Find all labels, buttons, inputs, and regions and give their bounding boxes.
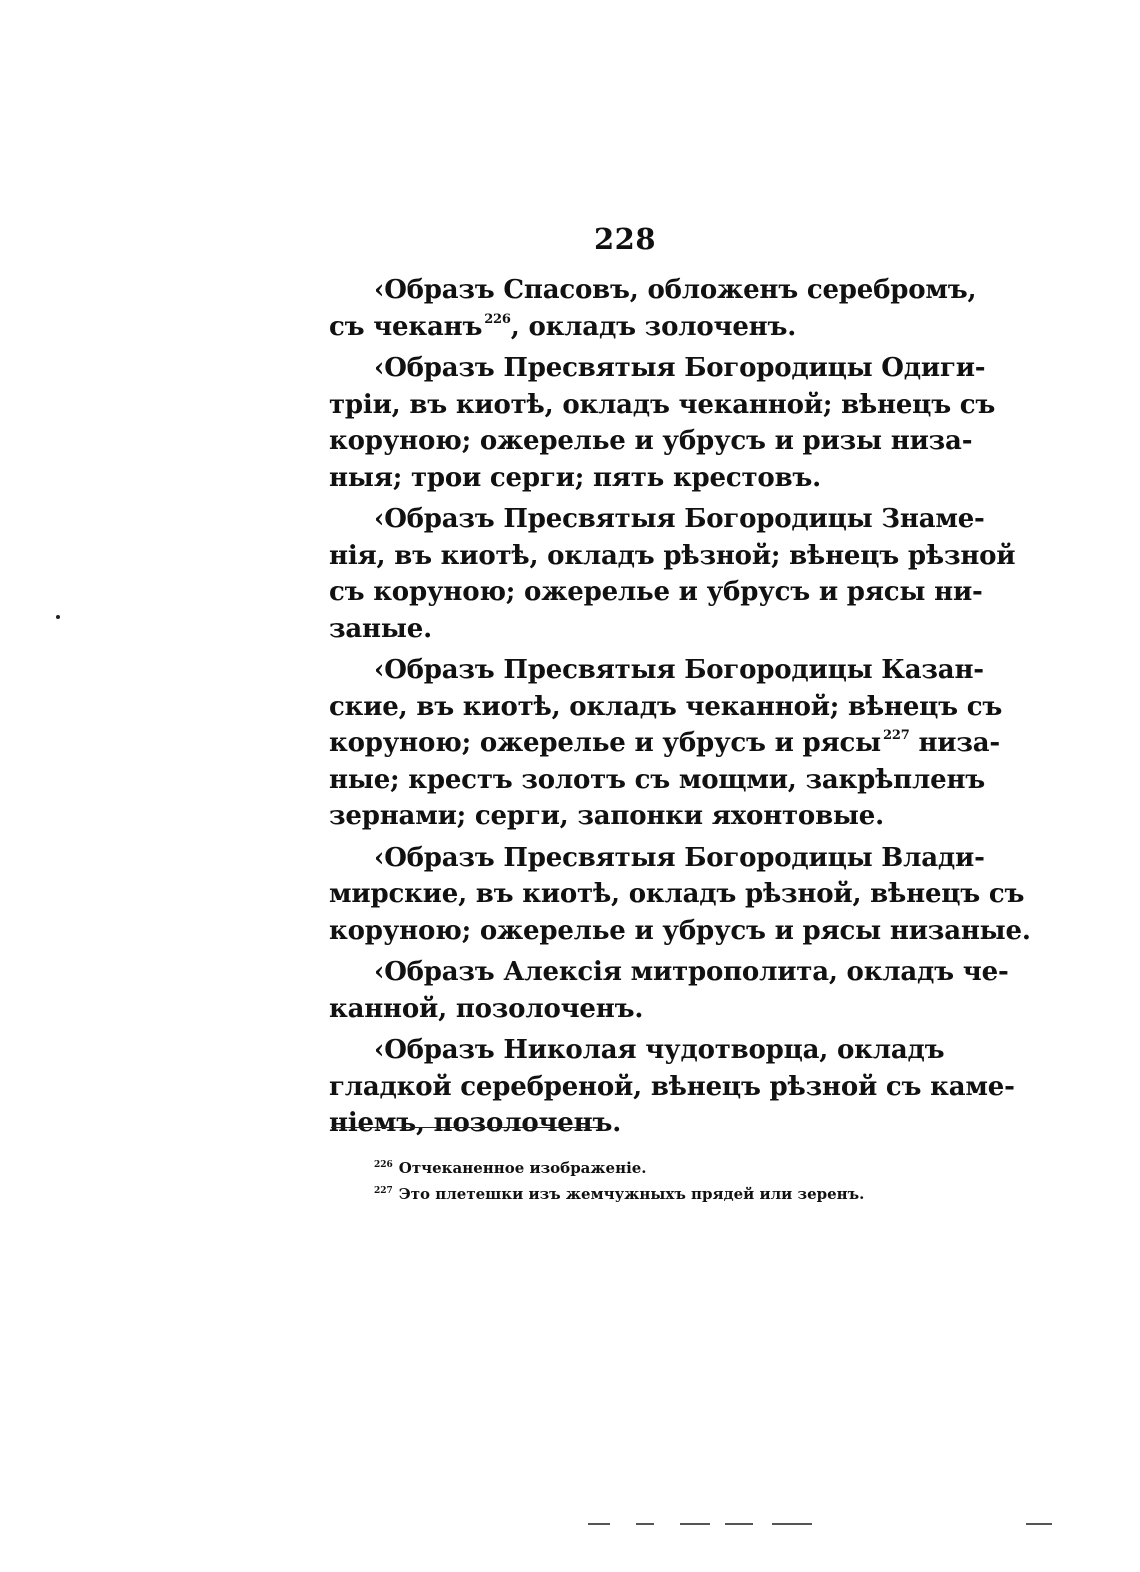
line-text-continued: , окладъ золоченъ. [510,311,797,342]
text-line [329,913,1031,950]
inventory-entry [329,272,977,345]
footnote [374,1155,894,1181]
main-text [329,272,1031,1147]
line-text: съ коруною; ожерелье и убрусъ и рясы ни- [329,577,983,607]
line-text: гладкой серебреной, вѣнецъ рѣзной съ каме- [329,1071,1015,1102]
line-text: нія, въ киотѣ, окладъ рѣзной; вѣнецъ рѣзной [329,540,1016,571]
scan-artifact [725,1523,753,1525]
line-text: ские, въ киотѣ, окладъ чеканной; вѣнецъ съ [329,691,1003,722]
text-line [329,652,984,689]
text-line [329,574,983,611]
text-line [329,350,986,387]
scan-artifact [1026,1523,1052,1525]
inventory-entry [329,652,1003,835]
line-text: ‹Образъ Пресвятыя Богородицы Влади- [374,842,985,873]
line-text: мирские, въ киотѣ, окладъ рѣзной, вѣнецъ съ [329,879,1025,909]
text-line [329,460,921,497]
line-text: съ чеканъ [329,311,483,342]
line-text: коруною; ожерелье и убрусъ и рясы [329,728,882,758]
scan-artifact [636,1523,654,1525]
text-line [329,387,996,424]
line-text: заные. [329,613,432,644]
inventory-entry [329,1032,1015,1142]
footnote-divider [331,1127,601,1128]
text-line [329,1105,921,1142]
footnote-text: Это плетешки изъ жемчужныхъ прядей или зеренъ. [398,1185,865,1203]
line-text: ‹Образъ Пресвятыя Богородицы Одиги- [374,353,986,383]
text-line [329,309,921,346]
line-text: зернами; серги, запонки яхонтовые. [329,801,884,831]
line-text: ‹Образъ Пресвятыя Богородицы Знаме- [374,504,985,534]
text-line [329,611,921,648]
inventory-entry [329,840,1031,950]
inventory-entry [329,350,996,496]
text-line [329,798,921,835]
line-text: ные; крестъ золотъ съ мощми, закрѣпленъ [329,764,986,795]
text-line [329,991,921,1028]
text-line [329,876,1025,913]
line-text: канной, позолоченъ. [329,993,644,1024]
text-line [329,1069,1015,1106]
text-line [329,689,1003,726]
footnote-mark: 227 [374,1186,393,1196]
text-line [329,762,986,799]
text-line [329,1032,945,1069]
footnotes [374,1155,894,1207]
line-text: ‹Образъ Пресвятыя Богородицы Казан- [374,655,984,685]
text-line [329,954,1009,991]
footnote-text: Отчеканенное изображеніе. [398,1159,647,1177]
page-number: 228 [593,222,657,256]
footnote-reference: 227 [883,728,910,743]
scan-artifact [588,1523,610,1525]
line-text: ‹Образъ Николая чудотворца, окладъ [374,1035,945,1065]
line-text: коруною; ожерелье и убрусъ и рясы низаные. [329,915,1031,946]
line-text-continued: низа- [909,728,1000,758]
inventory-entry [329,954,1009,1027]
scan-artifact [680,1523,710,1525]
footnote-reference: 226 [484,311,511,327]
text-line [329,501,985,538]
line-text: ныя; трои серги; пять крестовъ. [329,462,822,493]
scan-speck [56,615,60,619]
text-line [329,272,977,309]
footnote-mark: 226 [374,1160,393,1170]
line-text: коруною; ожерелье и убрусъ и ризы низа- [329,426,973,456]
line-text: тріи, въ киотѣ, окладъ чеканной; вѣнецъ съ [329,389,996,420]
text-line [329,725,1000,762]
text-line [329,538,1016,575]
footnote [374,1181,894,1207]
line-text: ‹Образъ Алексія митрополита, окладъ че- [374,957,1009,987]
line-text: ‹Образъ Спасовъ, обложенъ серебромъ, [374,275,977,305]
scan-artifact [772,1523,812,1525]
line-text: ніемъ, позолоченъ. [329,1108,622,1138]
inventory-entry [329,501,1016,647]
text-line [329,423,973,460]
text-line [329,840,985,877]
